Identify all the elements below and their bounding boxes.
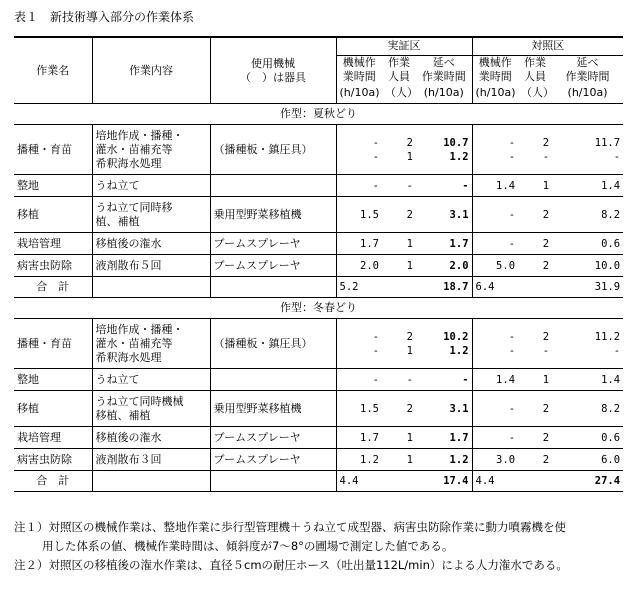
trial-people bbox=[382, 175, 416, 197]
trial-total-time bbox=[416, 449, 472, 471]
section-title: 作型：冬春どり bbox=[14, 298, 623, 319]
note-1-cont: 用した体系の値、機械作業時間は、傾斜度が7～8°の圃場で測定した値である。 bbox=[42, 539, 454, 553]
control-total-time bbox=[552, 233, 623, 255]
control-people-line: 1 bbox=[542, 373, 550, 386]
control-total-time-line: 8.2 bbox=[601, 402, 621, 415]
control-people bbox=[518, 175, 552, 197]
trial-machine-time bbox=[336, 255, 382, 277]
trial-total-time-line: 1.7 bbox=[449, 237, 469, 250]
trial-people bbox=[382, 449, 416, 471]
trial-people-line: 1 bbox=[406, 259, 413, 272]
trial-total-time-line: 3.1 bbox=[449, 208, 469, 221]
h-t-p3: （人） bbox=[382, 84, 416, 104]
work-content-line: 移植、補植 bbox=[95, 408, 151, 422]
control-total-time-line: 0.6 bbox=[601, 237, 621, 250]
control-people-line: 2 bbox=[542, 136, 550, 149]
machine: ブームスプレーヤ bbox=[210, 449, 336, 471]
control-machine-time bbox=[472, 125, 518, 175]
trial-people bbox=[382, 255, 416, 277]
control-people bbox=[518, 449, 552, 471]
work-name: 播種・育苗 bbox=[14, 125, 92, 175]
trial-machine-time bbox=[336, 391, 382, 427]
h-t-tt2: 作業時間 bbox=[421, 69, 466, 83]
table-caption: 表１ 新技術導入部分の作業体系 bbox=[14, 10, 195, 24]
table-row bbox=[14, 125, 623, 175]
trial-people-line: - bbox=[406, 373, 413, 386]
control-total-machine-time: 6.4 bbox=[472, 277, 518, 298]
control-machine-time-line: - bbox=[508, 150, 516, 163]
machine: ブームスプレーヤ bbox=[210, 233, 336, 255]
trial-total-time bbox=[416, 319, 472, 369]
trial-people-line: 1 bbox=[406, 344, 413, 357]
table-row bbox=[14, 175, 623, 197]
control-machine-time-line: - bbox=[508, 136, 516, 149]
h-c-tt1: 延べ bbox=[576, 55, 599, 69]
work-name: 整地 bbox=[14, 369, 92, 391]
machine bbox=[210, 175, 336, 197]
control-total-people bbox=[518, 277, 552, 298]
h-t-mt1: 機械作 bbox=[336, 55, 382, 70]
h-t-mt2: 業時間 bbox=[336, 70, 382, 84]
trial-machine-time bbox=[336, 319, 382, 369]
trial-machine-time-line: 1.5 bbox=[360, 208, 379, 221]
h-t-mt3: (h/10a) bbox=[336, 84, 382, 104]
trial-total-time-line: 1.7 bbox=[449, 431, 469, 444]
header-machine bbox=[210, 37, 336, 104]
trial-people bbox=[382, 125, 416, 175]
control-total-time bbox=[552, 255, 623, 277]
total-row bbox=[14, 471, 623, 492]
total-empty-content bbox=[92, 277, 210, 298]
work-content-line: 希釈海水処理 bbox=[95, 350, 162, 364]
control-people bbox=[518, 233, 552, 255]
control-people bbox=[518, 369, 552, 391]
control-machine-time bbox=[472, 427, 518, 449]
trial-people bbox=[382, 319, 416, 369]
trial-machine-time bbox=[336, 125, 382, 175]
trial-machine-time bbox=[336, 197, 382, 233]
control-total-time bbox=[552, 449, 623, 471]
trial-machine-time-line: - bbox=[372, 136, 379, 149]
h-t-p1: 作業 bbox=[388, 55, 410, 69]
table-row bbox=[14, 427, 623, 449]
control-machine-time-line: 5.0 bbox=[496, 259, 516, 272]
trial-machine-time-line: 1.5 bbox=[360, 402, 379, 415]
work-content bbox=[92, 427, 210, 449]
trial-machine-time bbox=[336, 427, 382, 449]
trial-machine-time-line: 1.7 bbox=[360, 431, 379, 444]
control-people bbox=[518, 255, 552, 277]
control-machine-time-line: 1.4 bbox=[496, 373, 516, 386]
table-row bbox=[14, 449, 623, 471]
trial-total-time-line: 1.2 bbox=[449, 453, 469, 466]
control-people-line: 2 bbox=[542, 237, 550, 250]
control-total-time bbox=[552, 319, 623, 369]
trial-people-line: 1 bbox=[406, 431, 413, 444]
table-row bbox=[14, 319, 623, 369]
control-total-time bbox=[552, 197, 623, 233]
trial-people bbox=[382, 369, 416, 391]
trial-total-machine-time: 5.2 bbox=[336, 277, 382, 298]
work-name: 病害虫防除 bbox=[14, 449, 92, 471]
header-work-name: 作業名 bbox=[14, 37, 92, 104]
section-header-row bbox=[14, 298, 623, 319]
h-c-mt3: (h/10a) bbox=[472, 84, 518, 104]
work-name: 播種・育苗 bbox=[14, 319, 92, 369]
trial-total-time bbox=[416, 197, 472, 233]
control-total-work-time: 31.9 bbox=[552, 277, 623, 298]
work-content-line: 植、補植 bbox=[95, 214, 140, 228]
trial-machine-time-line: - bbox=[372, 179, 379, 192]
trial-total-time-line: 10.7 bbox=[443, 136, 469, 149]
work-name: 栽培管理 bbox=[14, 427, 92, 449]
control-machine-time bbox=[472, 175, 518, 197]
control-people-line: 2 bbox=[542, 259, 550, 272]
trial-total-time-line: 1.2 bbox=[449, 344, 469, 357]
trial-total-people bbox=[382, 471, 416, 492]
work-name: 移植 bbox=[14, 391, 92, 427]
trial-machine-time-line: - bbox=[372, 330, 379, 343]
control-total-time-line: 1.4 bbox=[601, 373, 621, 386]
work-system-table bbox=[14, 36, 623, 492]
work-name: 移植 bbox=[14, 197, 92, 233]
trial-total-time bbox=[416, 369, 472, 391]
control-people-line: 2 bbox=[542, 208, 550, 221]
total-empty-machine bbox=[210, 471, 336, 492]
control-total-time bbox=[552, 369, 623, 391]
trial-machine-time-line: - bbox=[372, 150, 379, 163]
trial-people bbox=[382, 233, 416, 255]
control-machine-time-line: - bbox=[508, 402, 516, 415]
trial-total-time bbox=[416, 175, 472, 197]
work-content bbox=[92, 175, 210, 197]
control-machine-time-line: - bbox=[508, 431, 516, 444]
control-machine-time bbox=[472, 391, 518, 427]
control-machine-time bbox=[472, 319, 518, 369]
control-total-machine-time: 4.4 bbox=[472, 471, 518, 492]
control-total-time-line: 1.4 bbox=[601, 179, 621, 192]
work-content-line: うね立て同時機械 bbox=[95, 394, 184, 408]
h-c-tt3: (h/10a) bbox=[552, 84, 623, 104]
table-row bbox=[14, 369, 623, 391]
note-1: 注１）対照区の機械作業は、整地作業に歩行型管理機＋うね立て成型器、病害虫防除作業に動力噴霧機を使 bbox=[14, 520, 566, 534]
trial-machine-time-line: 2.0 bbox=[360, 259, 379, 272]
work-name: 病害虫防除 bbox=[14, 255, 92, 277]
control-machine-time-line: 3.0 bbox=[496, 453, 516, 466]
control-people bbox=[518, 319, 552, 369]
trial-total-machine-time: 4.4 bbox=[336, 471, 382, 492]
machine: （播種板・鎮圧具） bbox=[210, 125, 336, 175]
header-work-content: 作業内容 bbox=[92, 37, 210, 104]
work-name: 整地 bbox=[14, 175, 92, 197]
work-content-line: 培地作成・播種・ bbox=[95, 128, 184, 142]
control-people-line: 2 bbox=[542, 402, 550, 415]
control-machine-time-line: - bbox=[508, 237, 516, 250]
trial-total-time-line: 3.1 bbox=[449, 402, 469, 415]
control-total-time-line: 11.7 bbox=[594, 136, 621, 149]
trial-people bbox=[382, 427, 416, 449]
control-total-time bbox=[552, 175, 623, 197]
machine: 乗用型野菜移植機 bbox=[210, 391, 336, 427]
h-c-mt1: 機械作 bbox=[472, 55, 518, 70]
header-control: 対照区 bbox=[472, 37, 623, 55]
control-machine-time bbox=[472, 233, 518, 255]
machine: 乗用型野菜移植機 bbox=[210, 197, 336, 233]
work-content-line: 希釈海水処理 bbox=[95, 156, 162, 170]
trial-people-line: 2 bbox=[406, 402, 413, 415]
trial-total-time bbox=[416, 391, 472, 427]
trial-machine-time bbox=[336, 449, 382, 471]
work-content-line: 培地作成・播種・ bbox=[95, 322, 184, 336]
control-machine-time bbox=[472, 449, 518, 471]
total-empty-machine bbox=[210, 277, 336, 298]
table-row bbox=[14, 197, 623, 233]
total-label: 合 計 bbox=[14, 471, 92, 492]
trial-total-work-time: 17.4 bbox=[416, 471, 472, 492]
work-content bbox=[92, 369, 210, 391]
total-empty-content bbox=[92, 471, 210, 492]
machine bbox=[210, 369, 336, 391]
control-people-line: - bbox=[542, 344, 550, 357]
control-total-time-line: - bbox=[613, 150, 621, 163]
h-c-mt2: 業時間 bbox=[472, 70, 518, 84]
trial-total-people bbox=[382, 277, 416, 298]
work-content-line: うね立て bbox=[95, 178, 140, 192]
work-content bbox=[92, 319, 210, 369]
control-people-line: 1 bbox=[542, 179, 550, 192]
work-content-line: うね立て同時移 bbox=[95, 200, 173, 214]
trial-people-line: 1 bbox=[406, 150, 413, 163]
trial-total-time-line: 2.0 bbox=[449, 259, 469, 272]
control-total-time-line: 11.2 bbox=[594, 330, 621, 343]
trial-total-time bbox=[416, 125, 472, 175]
control-people-line: - bbox=[542, 150, 550, 163]
trial-total-time-line: 10.2 bbox=[443, 330, 469, 343]
work-content-line: 移植後の潅水 bbox=[95, 430, 162, 444]
trial-people-line: 2 bbox=[406, 136, 413, 149]
work-content-line: 灌水・苗補充等 bbox=[95, 336, 173, 350]
trial-people-line: 2 bbox=[406, 208, 413, 221]
machine: （播種板・鎮圧具） bbox=[210, 319, 336, 369]
h-c-p3: （人） bbox=[518, 84, 552, 104]
control-people bbox=[518, 125, 552, 175]
control-people bbox=[518, 391, 552, 427]
h-c-tt2: 作業時間 bbox=[565, 69, 610, 83]
control-people-line: 2 bbox=[542, 453, 550, 466]
control-total-people bbox=[518, 471, 552, 492]
control-machine-time-line: - bbox=[508, 344, 516, 357]
table-row bbox=[14, 233, 623, 255]
work-content-line: 灌水・苗補充等 bbox=[95, 142, 173, 156]
note-2: 注２）対照区の移植後の潅水作業は、直径５cmの耐圧ホース（吐出量112L/min）による人力潅水である。 bbox=[14, 558, 568, 572]
trial-machine-time-line: - bbox=[372, 344, 379, 357]
work-content-line: 液剤散布３回 bbox=[95, 452, 162, 466]
control-total-time bbox=[552, 427, 623, 449]
table-row bbox=[14, 391, 623, 427]
table-row bbox=[14, 255, 623, 277]
trial-machine-time bbox=[336, 369, 382, 391]
trial-machine-time-line: - bbox=[372, 373, 379, 386]
section-header-row bbox=[14, 104, 623, 125]
control-people bbox=[518, 197, 552, 233]
trial-total-time-line: - bbox=[462, 373, 469, 386]
control-total-time-line: 0.6 bbox=[601, 431, 621, 444]
control-total-time-line: 6.0 bbox=[601, 453, 621, 466]
trial-people bbox=[382, 197, 416, 233]
control-machine-time-line: - bbox=[508, 330, 516, 343]
control-total-time-line: 10.0 bbox=[594, 259, 621, 272]
work-content-line: うね立て bbox=[95, 372, 140, 386]
header-machine-line1: 使用機械 bbox=[251, 56, 295, 70]
control-people-line: 2 bbox=[542, 330, 550, 343]
machine: ブームスプレーヤ bbox=[210, 255, 336, 277]
trial-total-time bbox=[416, 255, 472, 277]
section-title: 作型：夏秋どり bbox=[14, 104, 623, 125]
control-total-time bbox=[552, 391, 623, 427]
h-c-p2: 人員 bbox=[524, 69, 547, 83]
h-t-p2: 人員 bbox=[388, 69, 410, 83]
work-content bbox=[92, 197, 210, 233]
h-c-p1: 作業 bbox=[524, 55, 547, 69]
h-t-tt1: 延べ bbox=[432, 55, 455, 69]
trial-people-line: 2 bbox=[406, 330, 413, 343]
work-content-line: 移植後の潅水 bbox=[95, 236, 162, 250]
control-people bbox=[518, 427, 552, 449]
trial-machine-time-line: 1.7 bbox=[360, 237, 379, 250]
total-row bbox=[14, 277, 623, 298]
trial-machine-time bbox=[336, 233, 382, 255]
control-machine-time-line: - bbox=[508, 208, 516, 221]
work-content bbox=[92, 391, 210, 427]
total-label: 合 計 bbox=[14, 277, 92, 298]
work-name: 栽培管理 bbox=[14, 233, 92, 255]
trial-people bbox=[382, 391, 416, 427]
trial-machine-time bbox=[336, 175, 382, 197]
header-trial: 実証区 bbox=[336, 37, 472, 55]
control-machine-time bbox=[472, 255, 518, 277]
control-machine-time-line: 1.4 bbox=[496, 179, 516, 192]
trial-total-time-line: 1.2 bbox=[449, 150, 469, 163]
control-machine-time bbox=[472, 369, 518, 391]
work-content bbox=[92, 125, 210, 175]
work-content-line: 液剤散布５回 bbox=[95, 258, 162, 272]
control-machine-time bbox=[472, 197, 518, 233]
work-content bbox=[92, 255, 210, 277]
trial-machine-time-line: 1.2 bbox=[360, 453, 379, 466]
work-content bbox=[92, 233, 210, 255]
control-total-time-line: 8.2 bbox=[601, 208, 621, 221]
trial-total-work-time: 18.7 bbox=[416, 277, 472, 298]
header-machine-line2: （ ）は器具 bbox=[240, 70, 306, 84]
trial-people-line: 1 bbox=[406, 453, 413, 466]
machine: ブームスプレーヤ bbox=[210, 427, 336, 449]
trial-total-time bbox=[416, 427, 472, 449]
control-people-line: 2 bbox=[542, 431, 550, 444]
control-total-time-line: - bbox=[613, 344, 621, 357]
work-content bbox=[92, 449, 210, 471]
trial-total-time bbox=[416, 233, 472, 255]
trial-people-line: - bbox=[406, 179, 413, 192]
trial-people-line: 1 bbox=[406, 237, 413, 250]
trial-total-time-line: - bbox=[462, 179, 469, 192]
h-t-tt3: (h/10a) bbox=[416, 84, 472, 104]
control-total-time bbox=[552, 125, 623, 175]
control-total-work-time: 27.4 bbox=[552, 471, 623, 492]
table-notes bbox=[14, 518, 626, 575]
